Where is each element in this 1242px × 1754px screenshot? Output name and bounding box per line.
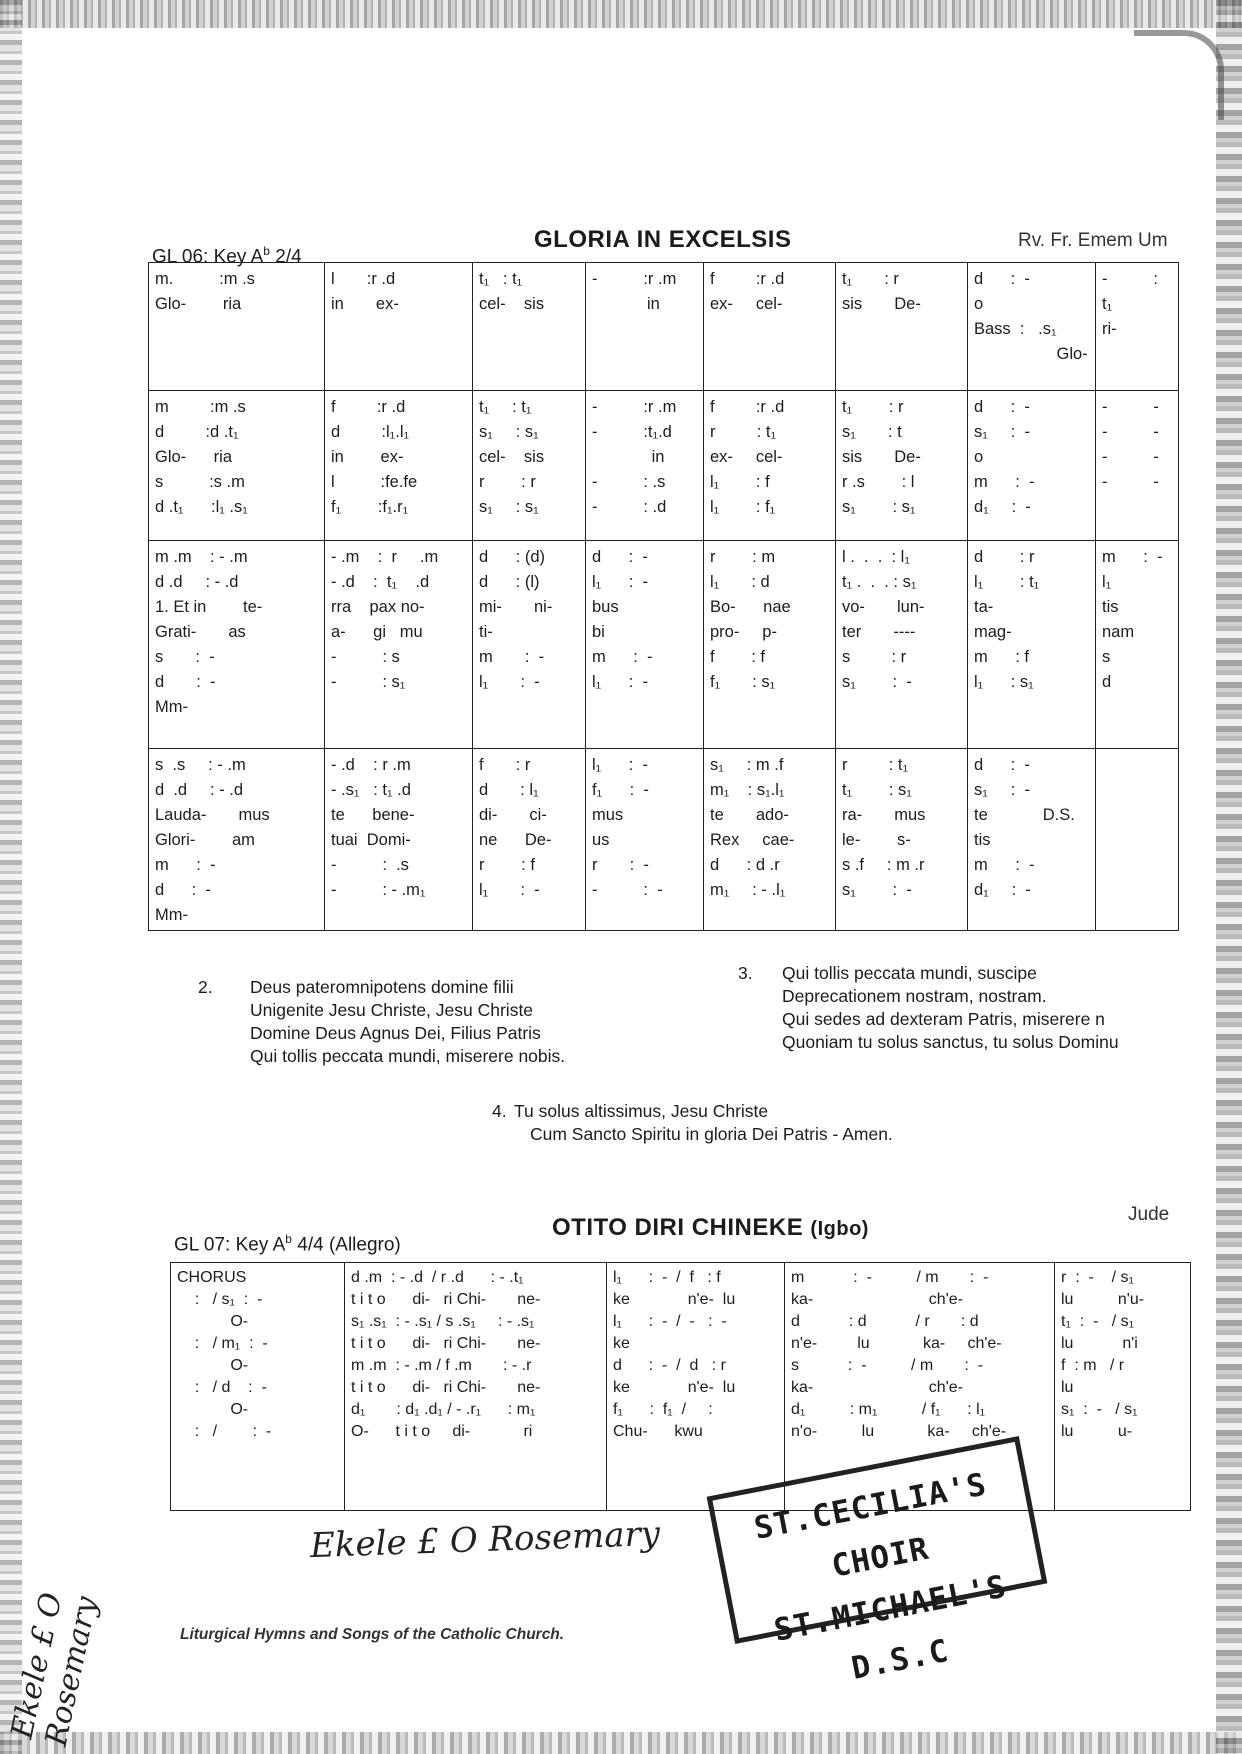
score-line: s₁ : m .f — [710, 756, 784, 774]
score-line: ra- mus — [842, 806, 926, 824]
score-line: rra pax no- — [331, 598, 425, 616]
score-cell — [836, 263, 968, 391]
score-line: m : - / m : - — [791, 1269, 989, 1286]
score-cell — [325, 263, 473, 391]
score-cell — [325, 749, 473, 931]
score-cell — [607, 1263, 785, 1511]
score-line: f₁ : f₁ / : — [613, 1401, 713, 1418]
score-line: l₁ : - — [479, 673, 540, 691]
score-row — [149, 541, 1179, 749]
score-line: m .m : - .m / f .m : - .r — [351, 1357, 532, 1374]
score-line: t i t o di- ri Chi- ne- — [351, 1291, 541, 1308]
score-line: s₁ : - — [974, 423, 1030, 441]
score-line: cel- sis — [479, 295, 545, 313]
score-line: ex- cel- — [710, 295, 783, 313]
score-line: m : - — [155, 856, 216, 874]
score-line: m :m .s — [155, 398, 246, 416]
score-line: m : f — [974, 648, 1030, 666]
score-row — [149, 391, 1179, 541]
score-line: d : - — [155, 881, 211, 899]
score-line: l₁ : - — [592, 673, 648, 691]
score-line: : / d : - — [177, 1379, 267, 1396]
score-cell — [1096, 263, 1179, 391]
score-line: O- — [177, 1313, 249, 1330]
verse-3 — [738, 962, 1119, 1054]
verse-line: Quoniam tu solus sanctus, tu solus Dominu — [782, 1032, 1119, 1052]
score-line: r : - — [592, 856, 649, 874]
score-line: f : m / r — [1061, 1357, 1125, 1374]
score-line: te bene- — [331, 806, 415, 824]
score-line: ke — [613, 1335, 630, 1352]
score-line: f :r .d — [710, 398, 785, 416]
score-line: lu n'u- — [1061, 1291, 1145, 1308]
score-cell — [473, 749, 586, 931]
score-cell — [149, 391, 325, 541]
score-line: - .d : t₁ .d — [331, 573, 430, 591]
score-line: - - — [1102, 448, 1159, 466]
score-line: ta- — [974, 598, 994, 616]
score-cell — [704, 391, 836, 541]
score-line: d : d .r — [710, 856, 780, 874]
score-line: r : r — [479, 473, 536, 491]
score-line: ex- cel- — [710, 448, 783, 466]
score-row — [149, 749, 1179, 931]
score-line: o — [974, 448, 984, 466]
score-line: l₁ : f — [710, 473, 770, 491]
score-cell — [968, 749, 1096, 931]
score-line: d — [1102, 673, 1112, 691]
score-line: m .m : - .m — [155, 548, 248, 566]
score-line: d : - — [974, 756, 1030, 774]
score-line: bus — [592, 598, 619, 616]
score-line: : / m₁ : - — [177, 1335, 268, 1352]
score-line: t₁ . . . : s₁ — [842, 573, 917, 591]
score-line: us — [592, 831, 610, 849]
score-line: ka- ch'e- — [791, 1379, 963, 1396]
score-line: t₁ : r — [842, 270, 899, 288]
score-line: di- ci- — [479, 806, 547, 824]
score-line: l₁ : - — [592, 573, 648, 591]
handwritten-signature-left: Ekele £ O Rosemary — [4, 1589, 105, 1749]
score-cell — [149, 263, 325, 391]
score-line: O- t i t o di- ri — [351, 1423, 533, 1440]
score-line: - : .s — [592, 473, 666, 491]
gl06-meter: 2/4 — [275, 246, 302, 268]
scan-edge-top — [0, 0, 1242, 28]
score-line: - .m : r .m — [331, 548, 439, 566]
score-line: d : - — [155, 673, 216, 691]
score-line: s₁ : - — [842, 881, 912, 899]
score-cell — [586, 541, 704, 749]
score-line: ke n'e- lu — [613, 1291, 736, 1308]
verse-line: Deus pateromnipotens domine filii — [250, 977, 514, 997]
score-line: l₁ — [1102, 573, 1112, 591]
verse-line: Qui sedes ad dexteram Patris, miserere n — [782, 1009, 1105, 1029]
score-line: lu n'i — [1061, 1335, 1138, 1352]
score-line: t₁ : t₁ — [479, 270, 523, 288]
score-line: m : - — [1102, 548, 1163, 566]
score-line: l₁ : - — [479, 881, 540, 899]
score-line: l₁ : s₁ — [974, 673, 1034, 691]
score-line: : / s₁ : - — [177, 1291, 263, 1308]
score-cell — [1096, 391, 1179, 541]
score-line: O- — [177, 1401, 249, 1418]
score-line: d : (d) — [479, 548, 546, 566]
verse-line: Unigenite Jesu Christe, Jesu Christe — [250, 1000, 534, 1020]
score-line: t₁ : r — [842, 398, 904, 416]
score-line: d₁ : - — [974, 881, 1031, 899]
stamp-line-2: ST.MICHAEL'S D.S.C — [771, 1568, 1010, 1687]
score-cell — [1096, 541, 1179, 749]
score-line: t i t o di- ri Chi- ne- — [351, 1379, 541, 1396]
score-line: in — [592, 448, 665, 466]
gl06-composer: Rv. Fr. Emem Um — [1018, 230, 1168, 251]
score-line: m : - — [479, 648, 545, 666]
score-line: Glo- — [974, 345, 1088, 363]
score-line: t₁ : t₁ — [479, 398, 532, 416]
score-line: Chu- kwu — [613, 1423, 703, 1440]
score-line: - - — [1102, 473, 1159, 491]
score-line: l₁ : - / f : f — [613, 1269, 721, 1286]
score-line: l₁ : - — [592, 756, 648, 774]
score-line: - - — [1102, 398, 1159, 416]
handwritten-signature-center: Ekele £ O Rosemary — [309, 1513, 661, 1567]
gl06-title: GLORIA IN EXCELSIS — [534, 226, 792, 253]
score-line: pro- p- — [710, 623, 777, 641]
score-line: mag- — [974, 623, 1012, 641]
score-line: - : - .m₁ — [331, 881, 426, 899]
score-line: m. :m .s — [155, 270, 255, 288]
gl07-title: OTITO DIRI CHINEKE — [552, 1214, 804, 1241]
score-line: - : - — [592, 881, 663, 899]
score-line: d : - — [974, 270, 1030, 288]
scan-edge-left — [0, 0, 22, 1754]
score-line: lu u- — [1061, 1423, 1133, 1440]
score-line: - :r .m — [592, 398, 677, 416]
verse-2 — [198, 976, 566, 1068]
score-line: in — [592, 295, 660, 313]
verse-line: Tu solus altissimus, Jesu Christe — [514, 1101, 769, 1121]
score-line: s — [1102, 648, 1111, 666]
score-cell — [836, 541, 968, 749]
score-cell — [345, 1263, 607, 1511]
score-line: - :t₁.d — [592, 423, 672, 441]
score-cell — [586, 749, 704, 931]
score-line: r : t₁ — [710, 423, 777, 441]
score-line: f :r .d — [331, 398, 406, 416]
score-line: r : - / s₁ — [1061, 1269, 1134, 1286]
score-line: d .d : - .d — [155, 781, 244, 799]
verse-line: Deprecationem nostram, nostram. — [782, 986, 1047, 1006]
gl07-tempo: (Allegro) — [328, 1234, 401, 1256]
score-line: d :l₁.l₁ — [331, 423, 410, 441]
score-cell — [968, 541, 1096, 749]
score-line: Glori- am — [155, 831, 255, 849]
scan-edge-bottom — [0, 1732, 1242, 1754]
verse-line: Qui tollis peccata mundi, miserere nobis. — [250, 1046, 566, 1066]
score-line: le- s- — [842, 831, 911, 849]
score-line: O- — [177, 1357, 249, 1374]
score-line: - : s — [331, 648, 400, 666]
score-line: d .d : - .d — [155, 573, 239, 591]
score-line: l₁ : t₁ — [974, 573, 1040, 591]
score-cell — [704, 263, 836, 391]
verse-line: Domine Deus Agnus Dei, Filius Patris — [250, 1023, 541, 1043]
score-line: - : s₁ — [331, 673, 406, 691]
score-cell — [171, 1263, 345, 1511]
score-line: - :r .m — [592, 270, 677, 288]
gloria-score-table — [148, 262, 1179, 931]
score-line: - : .d — [592, 498, 667, 516]
score-line: Bo- nae — [710, 598, 791, 616]
score-line: tis — [1102, 598, 1119, 616]
score-line: m : - — [974, 856, 1035, 874]
score-line: Bass : .s₁ — [974, 320, 1057, 338]
gl07-meter: 4/4 — [297, 1234, 324, 1256]
score-line: Grati- as — [155, 623, 246, 641]
score-line: vo- lun- — [842, 598, 925, 616]
score-line: s :s .m — [155, 473, 245, 491]
score-line: n'e- lu ka- ch'e- — [791, 1335, 1002, 1352]
scan-corner-curl — [1134, 30, 1224, 120]
score-cell — [473, 541, 586, 749]
score-line: s₁ : s₁ — [479, 423, 539, 441]
score-line: d : l₁ — [479, 781, 539, 799]
score-cell — [968, 391, 1096, 541]
score-line: m : - — [592, 648, 653, 666]
score-cell — [473, 263, 586, 391]
score-line: d : - — [592, 548, 648, 566]
score-cell — [586, 391, 704, 541]
verse-number: 2. — [198, 977, 213, 997]
score-line: f₁ : s₁ — [710, 673, 776, 691]
score-line: d₁ : - — [974, 498, 1031, 516]
score-line: CHORUS — [177, 1269, 247, 1286]
score-line: ne De- — [479, 831, 552, 849]
score-line: a- gi mu — [331, 623, 423, 641]
score-line: Mm- — [155, 698, 188, 716]
score-cell — [704, 541, 836, 749]
score-line: te D.S. — [974, 806, 1075, 824]
score-line: r .s : l — [842, 473, 915, 491]
score-cell — [968, 263, 1096, 391]
gl07-language: (Igbo) — [810, 1218, 869, 1240]
verse-line: Cum Sancto Spiritu in gloria Dei Patris - Amen. — [530, 1124, 893, 1144]
score-line: f₁ : - — [592, 781, 649, 799]
score-cell — [325, 541, 473, 749]
score-line: r : t₁ — [842, 756, 909, 774]
otito-score-table — [170, 1262, 1191, 1511]
score-line: - .s₁ : t₁ .d — [331, 781, 411, 799]
score-line: t₁ : - / s₁ — [1061, 1313, 1135, 1330]
score-line: Mm- — [155, 906, 188, 924]
score-line: - - — [1102, 423, 1159, 441]
score-row — [171, 1263, 1191, 1511]
score-cell — [704, 749, 836, 931]
footer-book-title: Liturgical Hymns and Songs of the Catholic Church. — [180, 1626, 565, 1643]
score-line: - : — [1102, 270, 1158, 288]
verse-4 — [492, 1100, 893, 1146]
gl06-key-flat: b — [263, 244, 270, 258]
score-line: d :d .t₁ — [155, 423, 239, 441]
score-line: s : - / m : - — [791, 1357, 984, 1374]
score-line: mus — [592, 806, 624, 824]
scan-edge-right — [1216, 0, 1242, 1754]
score-line: d₁ : m₁ / f₁ : l₁ — [791, 1401, 986, 1418]
score-line: d : d / r : d — [791, 1313, 979, 1330]
gl06-code: GL 06: — [152, 246, 209, 268]
score-cell — [836, 749, 968, 931]
score-line: Rex cae- — [710, 831, 795, 849]
score-line: : / : - — [177, 1423, 272, 1440]
score-line: in ex- — [331, 448, 404, 466]
gl07-key-flat: b — [285, 1232, 292, 1246]
score-line: s₁ : - — [974, 781, 1030, 799]
score-line: mi- ni- — [479, 598, 553, 616]
score-line: s : - — [155, 648, 215, 666]
score-line: d : r — [974, 548, 1035, 566]
score-line: Lauda- mus — [155, 806, 270, 824]
score-line: ti- — [479, 623, 493, 641]
score-line: s₁ : - — [842, 673, 912, 691]
score-line: - : .s — [331, 856, 409, 874]
score-cell — [836, 391, 968, 541]
score-line: tis — [974, 831, 991, 849]
score-line: l :r .d — [331, 270, 396, 288]
score-line: t i t o di- ri Chi- ne- — [351, 1335, 541, 1352]
score-line: Glo- ria — [155, 295, 242, 313]
verse-line: Qui tollis peccata mundi, suscipe — [782, 963, 1037, 983]
score-line: ke n'e- lu — [613, 1379, 736, 1396]
score-line: f : r — [479, 756, 531, 774]
score-line: m₁ : - .l₁ — [710, 881, 786, 899]
score-line: l . . . : l₁ — [842, 548, 910, 566]
score-line: n'o- lu ka- ch'e- — [791, 1423, 1007, 1440]
score-cell — [149, 749, 325, 931]
score-line: Glo- ria — [155, 448, 233, 466]
score-cell — [586, 263, 704, 391]
score-line: f : f — [710, 648, 766, 666]
verse-number: 3. — [738, 963, 753, 983]
score-cell — [473, 391, 586, 541]
score-line: d : - — [974, 398, 1030, 416]
score-line: - .d : r .m — [331, 756, 411, 774]
score-line: d₁ : d₁ .d₁ / - .r₁ : m₁ — [351, 1401, 536, 1418]
score-line: te ado- — [710, 806, 789, 824]
score-line: d .m : - .d / r .d : - .t₁ — [351, 1269, 524, 1286]
score-line: s₁ : s₁ — [842, 498, 916, 516]
gl07-key: Key A — [235, 1234, 286, 1256]
score-line: 1. Et in te- — [155, 598, 263, 616]
score-line: ka- ch'e- — [791, 1291, 963, 1308]
score-line: tuai Domi- — [331, 831, 411, 849]
gl07-code: GL 07: — [174, 1234, 231, 1256]
score-line: d : (l) — [479, 573, 540, 591]
score-line: o — [974, 295, 984, 313]
score-line: t₁ : s₁ — [842, 781, 912, 799]
score-line: ri- — [1102, 320, 1117, 338]
score-line: r : f — [479, 856, 535, 874]
score-line: bi — [592, 623, 605, 641]
score-line: f₁ :f₁.r₁ — [331, 498, 409, 516]
score-line: s₁ .s₁ : - .s₁ / s .s₁ : - .s₁ — [351, 1313, 535, 1330]
score-cell — [1055, 1263, 1191, 1511]
score-line: s₁ : s₁ — [479, 498, 539, 516]
score-line: r : m — [710, 548, 776, 566]
score-line: m₁ : s₁.l₁ — [710, 781, 785, 799]
score-line: m : - — [974, 473, 1035, 491]
score-line: s .s : - .m — [155, 756, 246, 774]
score-line: l₁ : f₁ — [710, 498, 776, 516]
score-line: nam — [1102, 623, 1135, 641]
score-line: s₁ : t — [842, 423, 902, 441]
score-line: t₁ — [1102, 295, 1113, 313]
score-line: lu — [1061, 1379, 1074, 1396]
gl06-key: Key A — [213, 246, 264, 268]
stamp-line-1: ST.CECILIA'S CHOIR — [751, 1466, 990, 1585]
gl07-title-line — [552, 1214, 869, 1242]
score-line: in ex- — [331, 295, 399, 313]
gl07-composer: Jude — [1128, 1204, 1170, 1225]
score-line: l₁ : - / - : - — [613, 1313, 727, 1330]
score-line: s : r — [842, 648, 907, 666]
score-cell — [149, 541, 325, 749]
score-line: s .f : m .r — [842, 856, 925, 874]
score-line: f :r .d — [710, 270, 785, 288]
score-line: l :fe.fe — [331, 473, 418, 491]
gl07-key-line — [174, 1232, 401, 1256]
score-row — [149, 263, 1179, 391]
score-cell — [325, 391, 473, 541]
score-line: ter ---- — [842, 623, 916, 641]
score-line: sis De- — [842, 295, 921, 313]
verse-number: 4. — [492, 1101, 507, 1121]
score-cell — [1096, 749, 1179, 931]
score-line: d : - / d : r — [613, 1357, 726, 1374]
score-line: d .t₁ :l₁ .s₁ — [155, 498, 248, 516]
score-line: s₁ : - / s₁ — [1061, 1401, 1138, 1418]
score-line: sis De- — [842, 448, 921, 466]
score-line: cel- sis — [479, 448, 545, 466]
score-line: l₁ : d — [710, 573, 770, 591]
